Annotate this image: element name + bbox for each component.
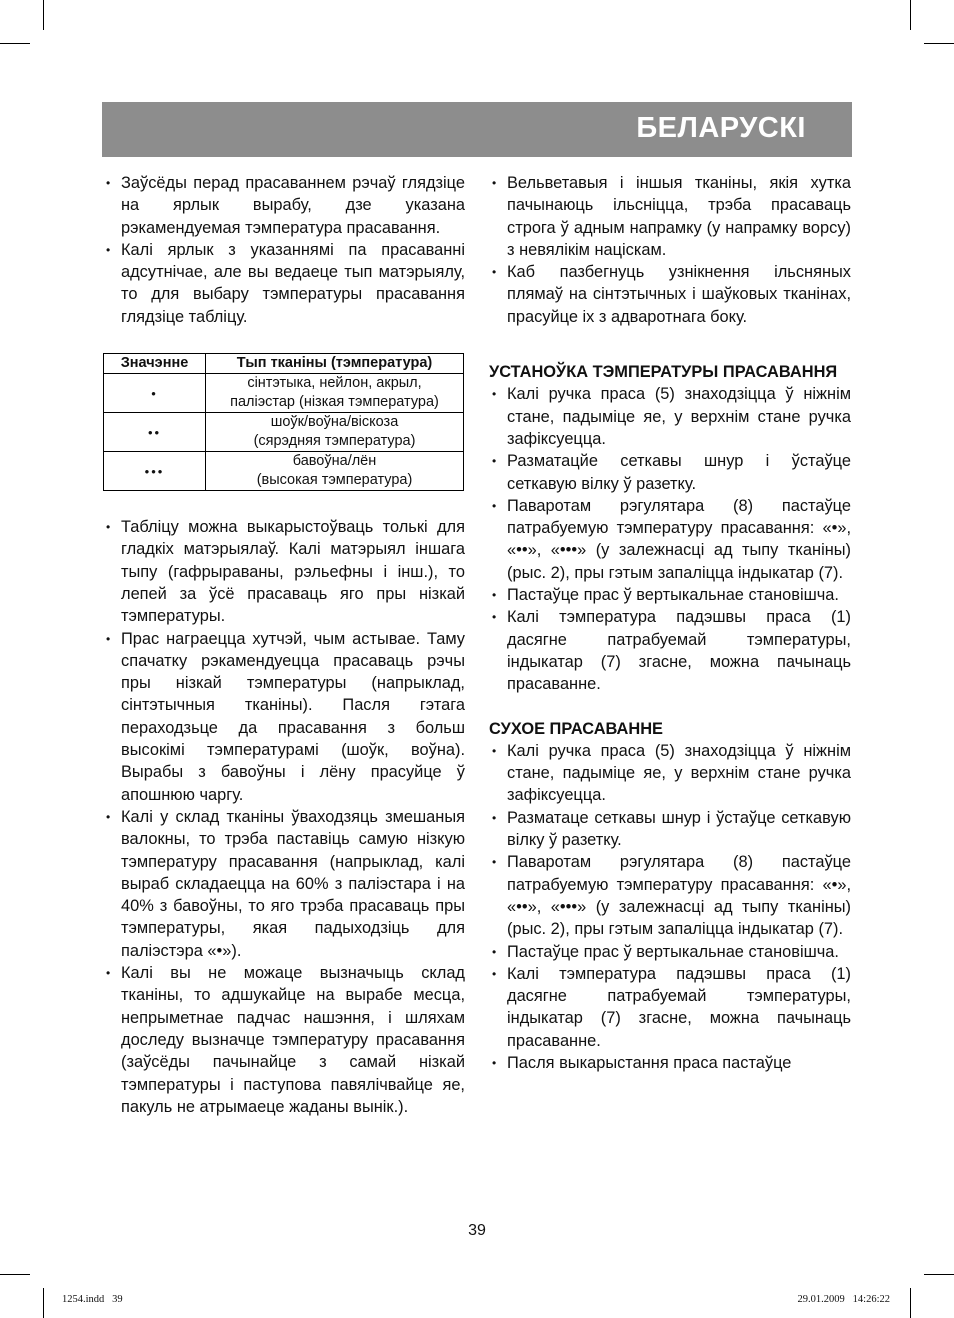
header-band [102,102,852,157]
dry-ironing-list [489,740,851,1074]
list-item: • Заўсёды перад прасаваннем рэчаў глядзіце на ярлык вырабу, дзе указана рэкамендуемая тэмпература прасавання. [103,172,465,239]
table-row [104,374,464,413]
crop-mark [924,43,954,44]
table-header-row [104,354,464,374]
list-item: • Калі у склад тканіны ўваходзяць змешаныя валокны, то трэба паставіць самую нізкую тэмпературу прасавання (напрыклад, калі выраб складаецца на 60% з паліэстара і на 40% з бавоўны, то яго трэба прасаваць пры тэмпературы, якая падыходзіць для паліэстэра «•»). [103,806,465,962]
list-item: • Табліцу можна выкарыстоўваць толькі для гладкіх матэрыялаў. Калі матэрыял іншага тыпу (гафрыраваны, рэльефны і інш.), то лепей за ўсё прасаваць яго пры нізкай тэмпературы. [103,516,465,627]
intro-list [103,172,465,328]
table-row [104,452,464,491]
fabric-line: сінтэтыка, нейлон, акрыл, [247,375,422,392]
page-number: 39 [468,1222,486,1239]
crop-mark [0,1274,30,1275]
fabric-line: паліэстар (нізкая тэмпература) [230,394,439,411]
crop-mark [910,0,911,30]
fabric-tips-list [489,172,851,328]
list-item: • Пасля выкарыстання праса пастаўце [489,1052,851,1074]
tips-list [103,516,465,1118]
footer-timestamp: 29.01.2009 14:26:22 [797,1294,890,1305]
list-item: • Прас награецца хутчэй, чым астывае. Таму спачатку рэкамендуецца прасаваць рэчы пры нізкай тэмпературы (напрыклад, сінтэтычныя тканіны). Пасля гэтага пераходзьце да прасавання з больш высокімі тэмпературамі (шоўк, воўна). Вырабы з бавоўны і лёну прасуйце ў апошнюю чаргу. [103,628,465,806]
footer-file-info: 1254.indd 39 [62,1294,123,1305]
list-item: • Вельветавыя і іншыя тканіны, якія хутка пачынаюць ільсніцца, трэба прасаваць строга ў адным напрамку (у напрамку ворсу) з невялікім націскам. [489,172,851,261]
list-item: • Калі ярлык з указаннямі па прасаванні адсутнічае, але вы ведаеце тып матэрыялу, то для выбару тэмпературы прасавання глядзіце табліцу. [103,239,465,328]
table-header-cell: Значэнне [104,354,206,374]
fabric-line: (высокая тэмпература) [256,472,413,489]
list-item: • Калі ручка праса (5) знаходзіцца ў ніжнім стане, падыміце яе, у верхнім стане ручка зафіксуецца. [489,383,851,450]
crop-mark [0,43,30,44]
list-item: • Калі тэмпература падэшвы праса (1) дасягне патрабуемай тэмпературы, індыкатар (7) згасне, можна пачынаць прасаванне. [489,606,851,695]
temperature-setup-list [489,383,851,695]
list-item: • Разматацйе сеткавы шнур і ўстаўце сеткавую вілку ў разетку. [489,450,851,495]
list-item: • Калі вы не можаце вызначыць склад тканіны, то адшукайце на вырабе месца, непрыметнае падчас нашэння, і шляхам доследу вызначце тэмпературу прасавання (заўсёды пачынайце з самай нізкай тэмпературы і паступова павялічвайце яе, пакуль не атрымаеце жаданы вынік.). [103,962,465,1118]
crop-mark [924,1274,954,1275]
fabric-line: бавоўна/лён [292,453,377,470]
temperature-table [103,353,464,491]
crop-mark [43,1288,44,1318]
fabric-cell [206,413,464,452]
list-item: • Паваротам рэгулятара (8) пастаўце патрабуемую тэмпературу прасавання: «•», «••», «•••» (у залежнасці ад тыпу тканіны) (рыс. 2), пры гэтым запаліцца індыкатар (7). [489,495,851,584]
fabric-line: (сярэдняя тэмпература) [253,433,416,450]
crop-mark [43,0,44,30]
section-heading: УСТАНОЎКА ТЭМПЕРАТУРЫ ПРАСАВАННЯ [489,363,838,382]
fabric-line: шоўк/воўна/віскоза [270,414,399,431]
list-item: • Калі тэмпература падэшвы праса (1) дасягне патрабуемай тэмпературы, індыкатар (7) згасне, можна пачынаць прасаванне. [489,963,851,1052]
crop-mark [910,1288,911,1318]
temperature-symbol: ••• [104,452,206,491]
list-item: • Паваротам рэгулятара (8) пастаўце патрабуемую тэмпературу прасавання: «•», «••», «•••» (у залежнасці ад тыпу тканіны) (рыс. 2), пры гэтым запаліцца індыкатар (7). [489,851,851,940]
table-row [104,413,464,452]
list-item: • Пастаўце прас ў вертыкальнае становішча. [489,941,851,963]
temperature-symbol: •• [104,413,206,452]
list-item: • Калі ручка праса (5) знаходзіцца ў ніжнім стане, падыміце яе, у верхнім стане ручка зафіксуецца. [489,740,851,807]
list-item: • Пастаўце прас ў вертыкальнае становішча. [489,584,851,606]
page-title: БЕЛАРУСКІ [636,112,806,144]
right-column [489,172,851,1074]
table-header-cell: Тып тканіны (тэмпература) [206,354,464,374]
list-item: • Разматаце сеткавы шнур і ўстаўце сеткавую вілку ў разетку. [489,807,851,852]
temperature-symbol: • [104,374,206,413]
section-heading: СУХОЕ ПРАСАВАННЕ [489,719,663,738]
left-column [103,172,465,1118]
fabric-cell [206,452,464,491]
fabric-cell [206,374,464,413]
list-item: • Каб пазбегнуць узнікнення ільсняных плямаў на сінтэтычных і шаўковых тканінах, прасуйце іх з адваротнага боку. [489,261,851,328]
